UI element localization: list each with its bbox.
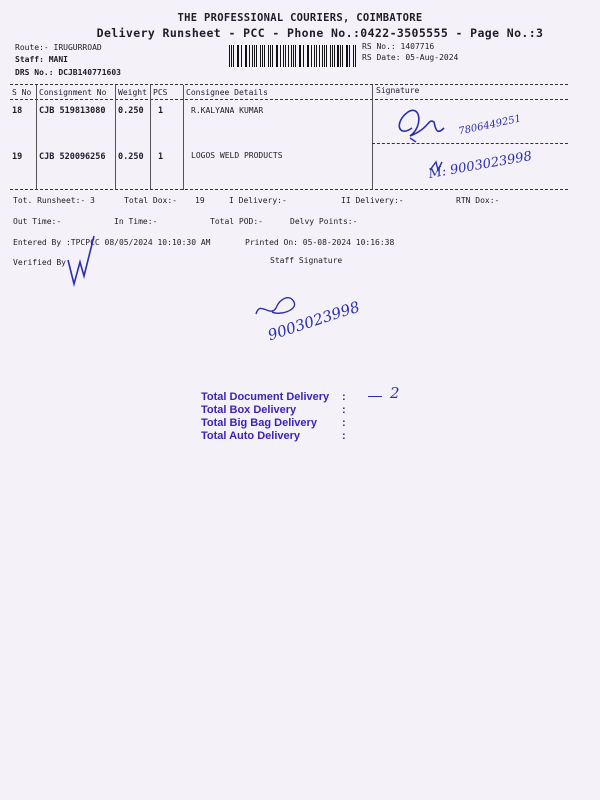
total-dox-value: 19 [195,196,205,205]
stamp-colon: : [342,430,346,442]
verified-by: Verified By [13,258,66,267]
handwritten-phone: 7806449251 [457,113,523,138]
barcode [229,45,357,67]
col-divider [115,85,116,190]
stamp-colon: : [342,404,346,416]
handwritten-phone: M: 9003023998 [427,149,534,182]
barcode-bar [324,45,325,67]
barcode-bar [311,45,312,67]
barcode-bar [260,45,261,67]
barcode-bar [300,45,301,67]
row-weight: 0.250 [118,152,144,162]
table-top-rule [10,84,568,85]
barcode-bar [293,45,294,67]
row-weight: 0.250 [118,106,144,116]
row-sno: 18 [12,106,23,116]
entered-by: Entered By :TPCPCC 08/05/2024 10:10:30 AM [13,238,211,247]
barcode-bar [342,45,343,67]
col-divider [36,85,37,190]
col-consignee: Consignee Details [186,88,268,97]
signature-scribble [390,98,570,188]
col-pcs: PCS [153,88,168,97]
barcode-bar [237,45,238,67]
barcode-bar [268,45,269,67]
printed-on: Printed On: 05-08-2024 10:16:38 [245,238,395,247]
barcode-bar [249,45,250,67]
row-sno: 19 [12,152,23,162]
handwritten-doc-count: 2 [390,384,400,402]
barcode-bar [330,45,331,67]
col-sno: S No [12,88,32,97]
barcode-bar [349,45,350,67]
stamp-bigbag-delivery: Total Big Bag Delivery [201,417,317,429]
i-delivery: I Delivery:- [229,196,287,205]
route-label: Route:- IRUGURROAD [15,43,102,52]
total-runsheet: Tot. Runsheet:- 3 [13,196,95,205]
staff-signature-label: Staff Signature [270,256,343,265]
stamp-doc-delivery: Total Document Delivery [201,391,330,403]
handwritten-phone: 9003023998 [265,297,362,345]
barcode-bar [229,45,230,67]
barcode-bar [272,45,273,67]
rtn-dox: RTN Dox:- [456,196,500,205]
col-signature: Signature [376,86,420,95]
barcode-bar [256,45,257,67]
barcode-bar [337,45,338,67]
stamp-auto-delivery: Total Auto Delivery [201,430,301,442]
row-consignment: CJB 520096256 [39,152,106,162]
rs-date: RS Date: 05-Aug-2024 [362,53,459,62]
runsheet-subtitle: Delivery Runsheet - PCC - Phone No.:0422-3505555 - Page No.:3 [96,26,544,40]
in-time: In Time:- [114,217,158,226]
table-bottom-rule [10,189,568,190]
barcode-bar [316,45,317,67]
col-divider [150,85,151,190]
col-divider [183,85,184,190]
staff-label: Staff: MANI [15,55,68,64]
barcode-bar [280,45,281,67]
row-consignee: R.KALYANA KUMAR [191,106,264,115]
total-pod: Total POD:- [210,217,263,226]
ii-delivery: II Delivery:- [341,196,404,205]
col-consignment: Consignment No [39,88,107,97]
row-pcs: 1 [158,152,164,162]
row-consignee: LOGOS WELD PRODUCTS [191,151,283,160]
col-divider [372,85,373,190]
row-pcs: 1 [158,106,164,116]
barcode-bar [241,45,242,67]
stamp-colon: : [342,391,346,403]
out-time: Out Time:- [13,217,62,226]
company-title: THE PROFESSIONAL COURIERS, COIMBATORE [177,12,423,24]
barcode-bar [285,45,286,67]
rs-number: RS No.: 1407716 [362,42,435,51]
stamp-colon: : [342,417,346,429]
delivery-points: Delvy Points:- [290,217,358,226]
dash-mark [368,396,382,397]
barcode-bar [303,45,304,67]
stamp-box-delivery: Total Box Delivery [201,404,297,416]
col-weight: Weight [118,88,147,97]
row-consignment: CJB 519813080 [39,106,106,116]
drs-number: DRS No.: DCJB140771603 [15,68,121,77]
total-dox: Total Dox:- [124,196,177,205]
verifier-signature [60,232,100,288]
